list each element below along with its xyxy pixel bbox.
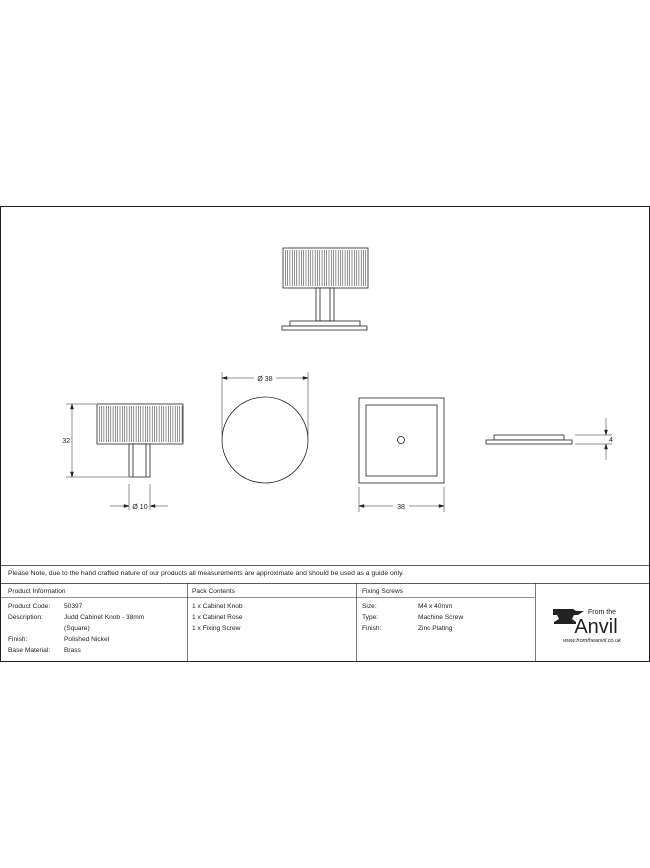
knob-shaft [316, 288, 334, 321]
rose-side-view [486, 435, 572, 444]
knob-head [283, 248, 368, 288]
screw-type-label: Type: [362, 614, 379, 621]
pack-item-rose: 1 x Cabinet Rose [192, 614, 243, 621]
product-code-label: Product Code: [8, 603, 51, 610]
rose-side-base [486, 440, 572, 444]
knob-diameter-label: Ø 38 [257, 376, 273, 383]
logo-url: www.fromtheanvil.co.uk [563, 638, 621, 644]
anvil-logo [553, 609, 621, 644]
pack-contents-heading: Pack Contents [192, 588, 235, 595]
knob-rose [290, 321, 360, 326]
description-label: Description: [8, 614, 43, 621]
knob-plan-view [222, 397, 308, 483]
disclaimer-note: Please Note, due to the hand crafted nature of our products all measurements are approximate and should be used as a guide only. [8, 570, 404, 577]
base-material-value: Brass [64, 647, 81, 654]
finish-value: Polished Nickel [64, 636, 110, 643]
knob-side-head [97, 404, 183, 444]
rose-thickness-label: 4 [609, 437, 613, 444]
product-code-value: 50397 [64, 603, 83, 610]
screw-finish-label: Finish: [362, 625, 382, 632]
height-dimension-label: 32 [62, 438, 70, 445]
pack-item-screw: 1 x Fixing Screw [192, 625, 241, 632]
knob-base-plate [282, 326, 367, 330]
logo-name: Anvil [574, 616, 618, 638]
screw-size-label: Size: [362, 603, 377, 610]
logo-from-the: From the [587, 609, 617, 616]
base-material-label: Base Material: [8, 647, 51, 654]
finish-label: Finish: [8, 636, 28, 643]
rose-thickness-dimension [575, 418, 612, 460]
screw-size-value: M4 x 40mm [418, 603, 453, 610]
rose-outer-square [359, 398, 444, 483]
fixing-screws-heading: Fixing Screws [362, 588, 404, 595]
screw-type-value: Machine Screw [418, 614, 464, 621]
rose-width-label: 38 [397, 504, 405, 511]
rose-side-top [494, 435, 564, 440]
screw-finish-value: Zinc Plating [418, 625, 453, 632]
knob-side-elevation [97, 404, 183, 477]
description-value-cont: (Square) [64, 625, 90, 632]
product-information-heading: Product Information [8, 588, 66, 595]
knob-top-elevation [282, 248, 368, 330]
shaft-diameter-label: Ø 10 [132, 504, 148, 511]
knob-side-shaft [129, 444, 150, 477]
rose-plan-view [359, 398, 444, 483]
knob-circle [222, 397, 308, 483]
description-value: Judd Cabinet Knob - 38mm [64, 614, 145, 621]
pack-item-knob: 1 x Cabinet Knob [192, 603, 243, 610]
